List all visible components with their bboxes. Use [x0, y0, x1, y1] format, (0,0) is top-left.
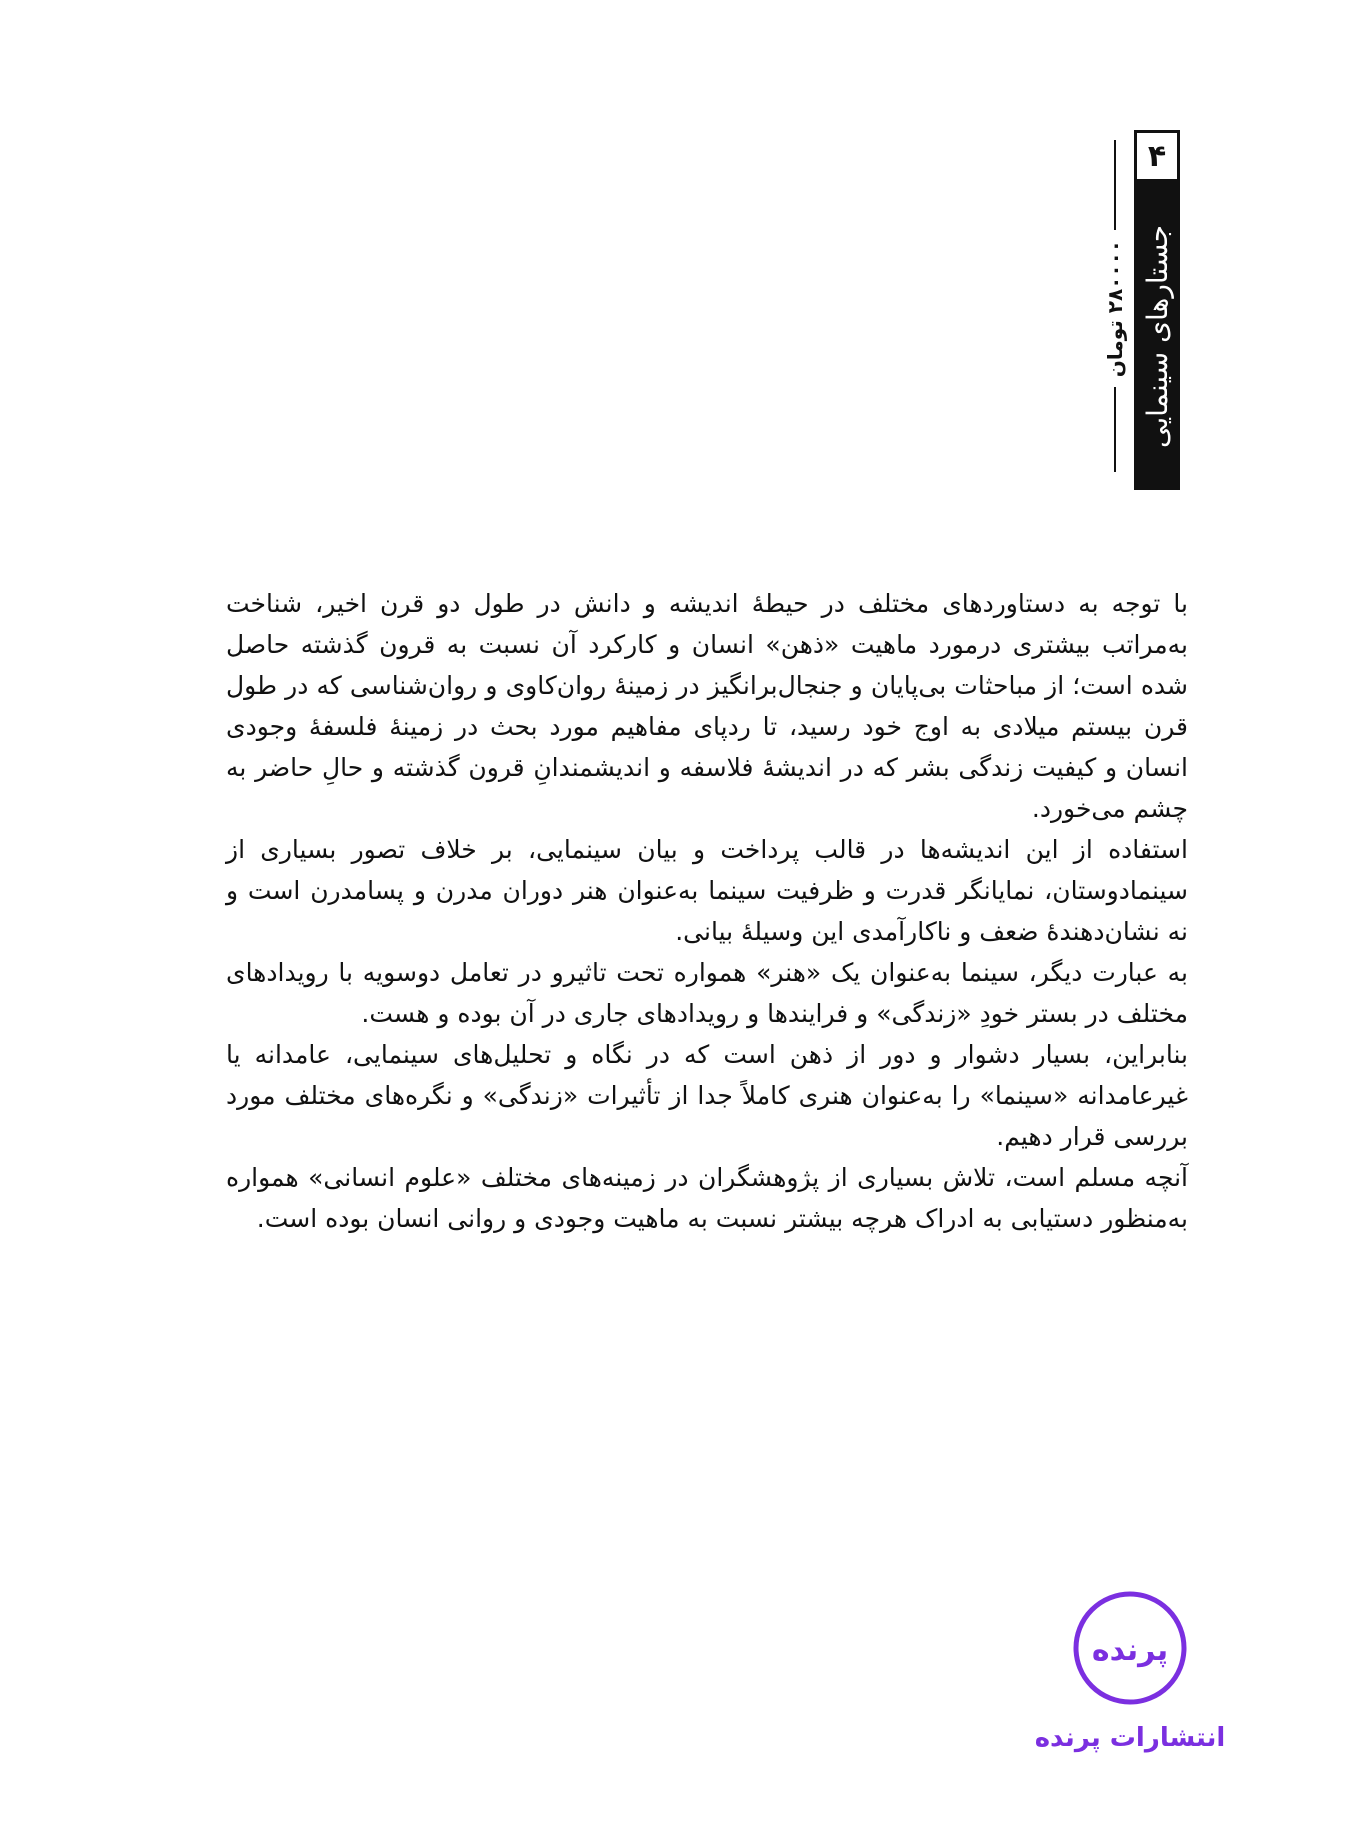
publisher-logo: [1034, 1588, 1226, 1768]
price-divider-bottom: [1114, 387, 1116, 472]
paragraph: بنابراین، بسیار دشوار و دور از ذهن است که در نگاه و تحلیل‌های سینمایی، عامدانه یا غیرعامدانه «سینما» را به‌عنوان هنری کاملاً جدا از تأثیرات «زندگی» و نگره‌های مختلف مورد بررسی قرار دهیم.: [226, 1040, 1188, 1151]
series-title: جستارهای سینمایی: [1140, 224, 1174, 448]
paragraph: به عبارت دیگر، سینما به‌عنوان یک «هنر» همواره تحت تاثیرو در تعامل دوسویه با رویدادهای مختلف در بستر خودِ «زندگی» و فرایندها و رویدادهای جاری در آن بوده و هست.: [226, 958, 1188, 1028]
price-divider-top: [1114, 140, 1116, 230]
price-label: ۲۸۰۰۰۰ تومان: [1103, 240, 1127, 378]
price-column: [1100, 140, 1130, 485]
logo-mark: پرنده: [1091, 1633, 1169, 1668]
series-number: ۴: [1134, 130, 1180, 182]
paragraph: استفاده از این اندیشه‌ها در قالب پرداخت و بیان سینمایی، بر خلاف تصور بسیاری از سینمادوستان، نمایانگر قدرت و ظرفیت سینما به‌عنوان هنر دوران مدرن و پسامدرن است و نه نشان‌دهندهٔ ضعف و ناکارآمدی این وسیلهٔ بیانی.: [226, 835, 1188, 946]
publisher-name: انتشارات پرنده: [1034, 1723, 1226, 1753]
paragraph: با توجه به دستاوردهای مختلف در حیطهٔ اندیشه و دانش در طول دو قرن اخیر، شناخت به‌مراتب بیشتری درمورد ماهیت «ذهن» انسان و کارکرد آن نسبت به قرون گذشته حاصل شده است؛ از مباحثات بی‌پایان و جنجال‌برانگیز در زمینهٔ روان‌کاوی و روان‌شناسی که در طول قرن بیستم میلادی به اوج خود رسید، تا ردپای مفاهیم مورد بحث در زمینهٔ فلسفهٔ وجودی انسان و کیفیت زندگی بشر که در اندیشهٔ فلاسفه و اندیشمندانِ قرون گذشته و حالِ حاضر به چشم می‌خورد.: [226, 589, 1188, 823]
paragraph: آنچه مسلم است، تلاش بسیاری از پژوهشگران در زمینه‌های مختلف «علوم انسانی» همواره به‌منظور دستیابی به ادراک هرچه بیشتر نسبت به ماهیت وجودی و روانی انسان بوده است.: [226, 1163, 1188, 1233]
series-spine: [1134, 130, 1180, 490]
back-cover-text: [226, 583, 1188, 1239]
